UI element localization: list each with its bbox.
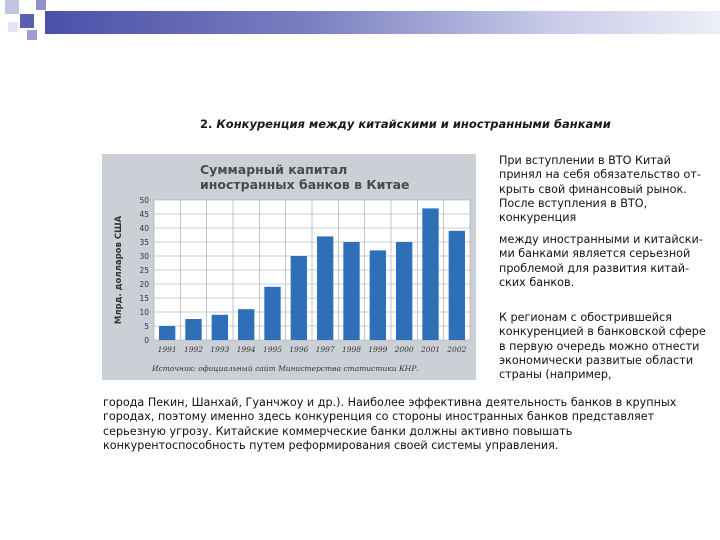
heading-text: Конкуренция между китайскими и иностранными банками bbox=[216, 117, 611, 131]
x-tick-label: 1992 bbox=[183, 345, 204, 354]
deco-square-5 bbox=[36, 0, 46, 10]
y-tick-label: 15 bbox=[139, 294, 149, 303]
paragraph-1: При вступлении в ВТО Китай принял на себя обязательство от-крыть свой финансовый рынок. После вступления в ВТО, конкуренция bbox=[499, 154, 701, 225]
chart-title-line: иностранных банков в Китае bbox=[200, 177, 410, 192]
slide-decoration bbox=[0, 0, 720, 40]
x-tick-label: 1994 bbox=[236, 345, 256, 354]
x-tick-label: 1995 bbox=[262, 345, 283, 354]
bar bbox=[212, 315, 228, 340]
y-tick-label: 10 bbox=[139, 308, 149, 317]
bar bbox=[317, 236, 333, 340]
bar bbox=[291, 256, 307, 340]
y-tick-label: 25 bbox=[139, 266, 149, 275]
deco-square-1 bbox=[5, 0, 19, 14]
y-tick-label: 40 bbox=[139, 224, 149, 233]
chart-svg bbox=[102, 154, 476, 380]
bar bbox=[370, 250, 386, 340]
bar bbox=[238, 309, 254, 340]
chart-title-line: Суммарный капитал bbox=[200, 162, 348, 177]
paragraph-2: между иностранными и китайски-ми банками является серьезной проблемой для развития китай-ских банков. bbox=[499, 233, 703, 289]
paragraph-3: К регионам с обострившейся конкуренцией в банковской сфере в первую очередь можно отнести экономически развитые области страны (например, bbox=[499, 311, 706, 382]
bar bbox=[422, 208, 438, 340]
y-tick-label: 45 bbox=[139, 210, 149, 219]
x-tick-label: 1993 bbox=[210, 345, 230, 354]
x-tick-label: 1996 bbox=[289, 345, 309, 354]
paragraph-bottom: города Пекин, Шанхай, Гуанчжоу и др.). Наиболее эффективна деятельность банков в крупных городах, поэтому именно здесь конкуренция со стороны иностранных банков представляет серьезную угрозу. Китайские коммерческие банки должны активно повышать конкурентоспособность путем реформирования своей системы управления. bbox=[103, 396, 677, 452]
deco-square-3 bbox=[8, 22, 18, 32]
bar bbox=[449, 231, 465, 340]
x-tick-label: 2000 bbox=[394, 345, 414, 354]
y-tick-label: 0 bbox=[144, 336, 149, 345]
bar bbox=[396, 242, 412, 340]
y-tick-label: 20 bbox=[139, 280, 149, 289]
y-tick-label: 50 bbox=[139, 196, 149, 205]
capital-chart bbox=[102, 154, 476, 380]
bar bbox=[264, 287, 280, 340]
bar bbox=[343, 242, 359, 340]
bar bbox=[159, 326, 175, 340]
heading-number: 2. bbox=[200, 117, 213, 131]
x-tick-label: 1998 bbox=[341, 345, 362, 354]
slide-heading bbox=[200, 117, 611, 131]
x-tick-label: 1999 bbox=[368, 345, 388, 354]
deco-square-2 bbox=[20, 14, 34, 28]
bar bbox=[185, 319, 201, 340]
deco-square-4 bbox=[27, 30, 37, 40]
y-tick-label: 5 bbox=[144, 322, 149, 331]
x-tick-label: 2002 bbox=[447, 345, 467, 354]
x-tick-label: 1991 bbox=[157, 345, 177, 354]
y-tick-label: 30 bbox=[139, 252, 149, 261]
y-tick-label: 35 bbox=[139, 238, 149, 247]
chart-source: Источник: официальный сайт Министерства статистики КНР. bbox=[152, 364, 419, 373]
deco-header-bar bbox=[45, 11, 720, 34]
x-tick-label: 2001 bbox=[420, 345, 441, 354]
y-axis-label: Млрд. долларов США bbox=[114, 215, 124, 325]
x-tick-label: 1997 bbox=[315, 345, 335, 354]
